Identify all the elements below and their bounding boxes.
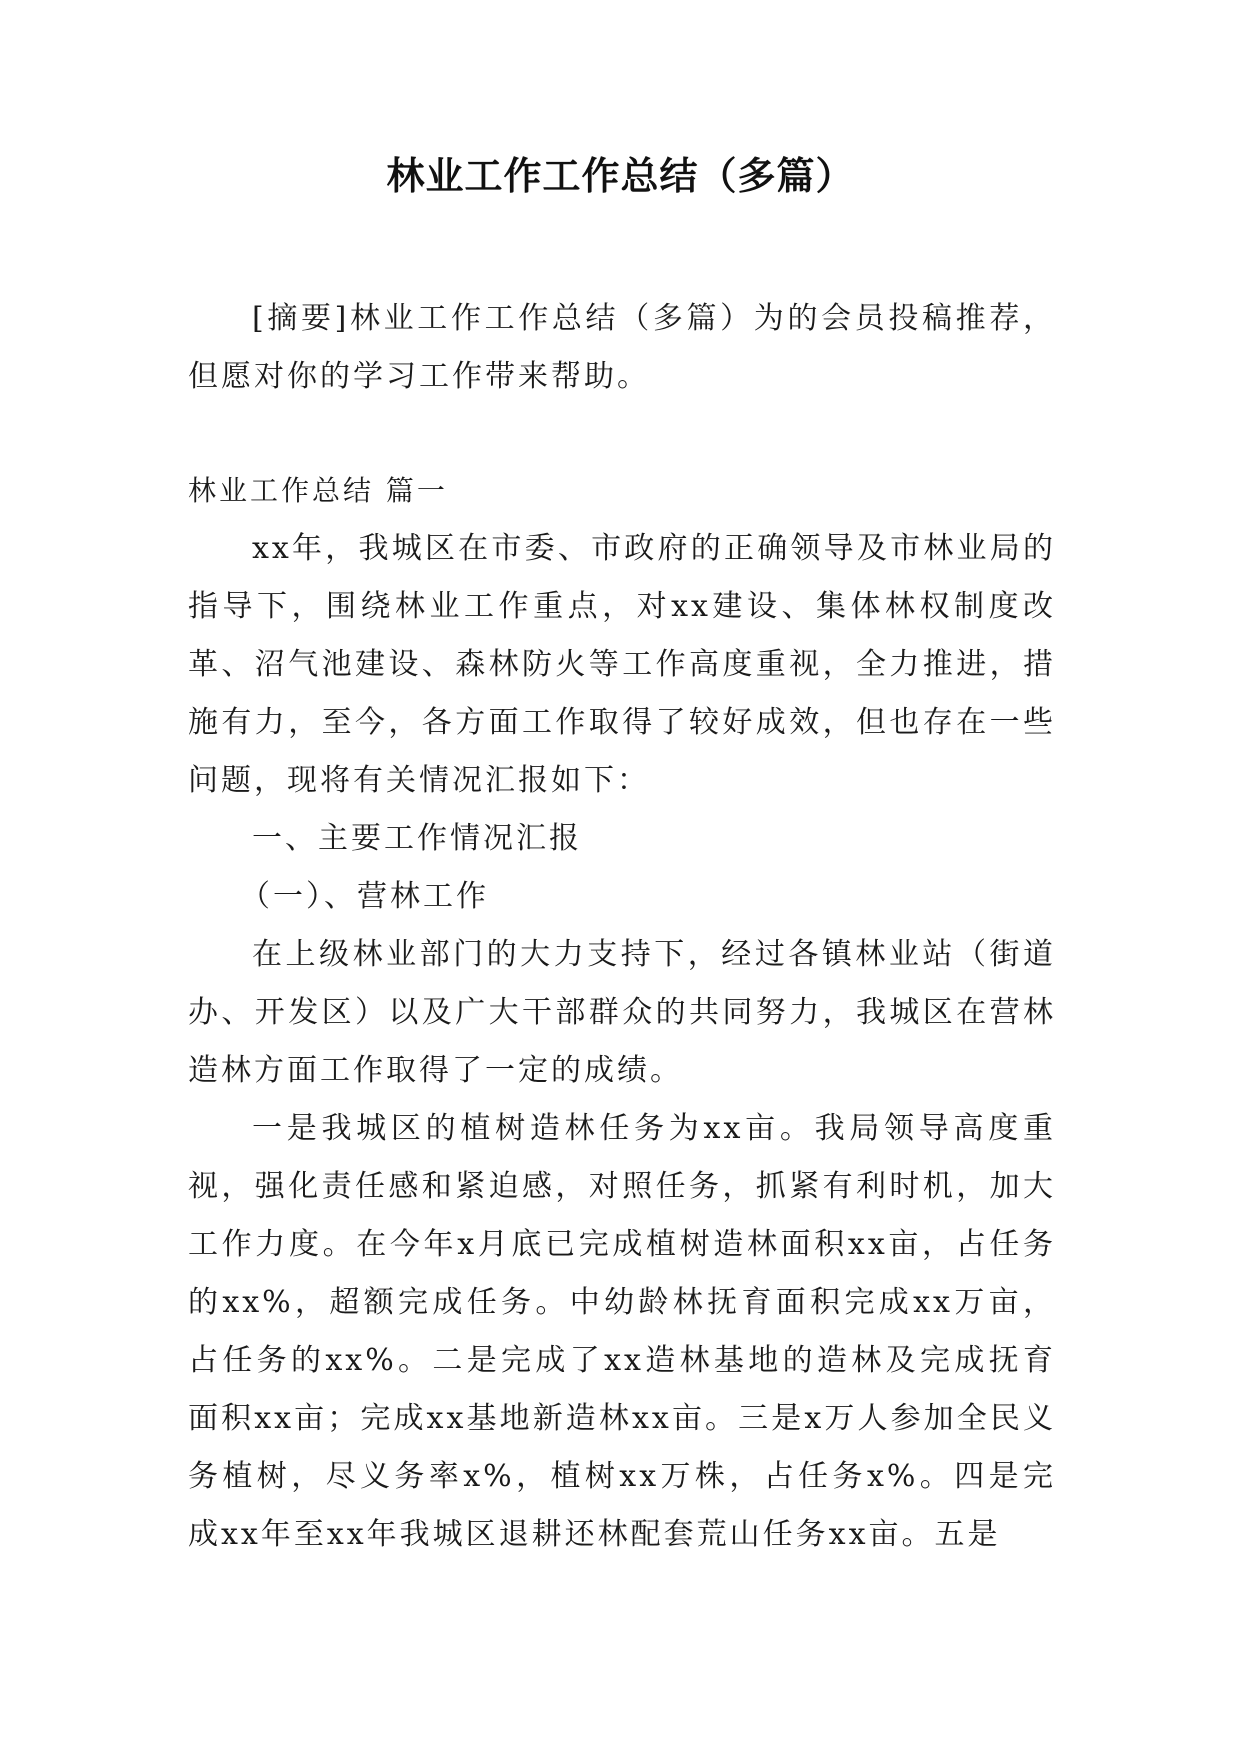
document-body	[188, 290, 1056, 1564]
intro-paragraph: xx年，我城区在市委、市政府的正确领导及市林业局的指导下，围绕林业工作重点，对xx建设、集体林权制度改革、沼气池建设、森林防火等工作高度重视，全力推进，措施有力，至今，各方面工作取得了较好成效，但也存在一些问题，现将有关情况汇报如下：	[188, 531, 1056, 798]
support-paragraph: 在上级林业部门的大力支持下，经过各镇林业站（街道办、开发区）以及广大干部群众的共同努力，我城区在营林造林方面工作取得了一定的成绩。	[188, 937, 1056, 1088]
details-paragraph: 一是我城区的植树造林任务为xx亩。我局领导高度重视，强化责任感和紧迫感，对照任务，抓紧有利时机，加大工作力度。在今年x月底已完成植树造林面积xx亩，占任务的xx%，超额完成任务。中幼龄林抚育面积完成xx万亩，占任务的xx%。二是完成了xx造林基地的造林及完成抚育面积xx亩；完成xx基地新造林xx亩。三是x万人参加全民义务植树，尽义务率x%，植树xx万株，占任务x%。四是完成xx年至xx年我城区退耕还林配套荒山任务xx亩。五是	[188, 1111, 1056, 1552]
abstract-paragraph: [摘要]林业工作工作总结（多篇）为的会员投稿推荐，但愿对你的学习工作带来帮助。	[188, 301, 1056, 394]
heading-afforestation: （一）、营林工作	[240, 879, 489, 914]
section-title: 林业工作总结 篇一	[188, 474, 448, 507]
document-title: 林业工作工作总结（多篇）	[386, 153, 855, 198]
heading-main-work: 一、主要工作情况汇报	[252, 821, 582, 856]
